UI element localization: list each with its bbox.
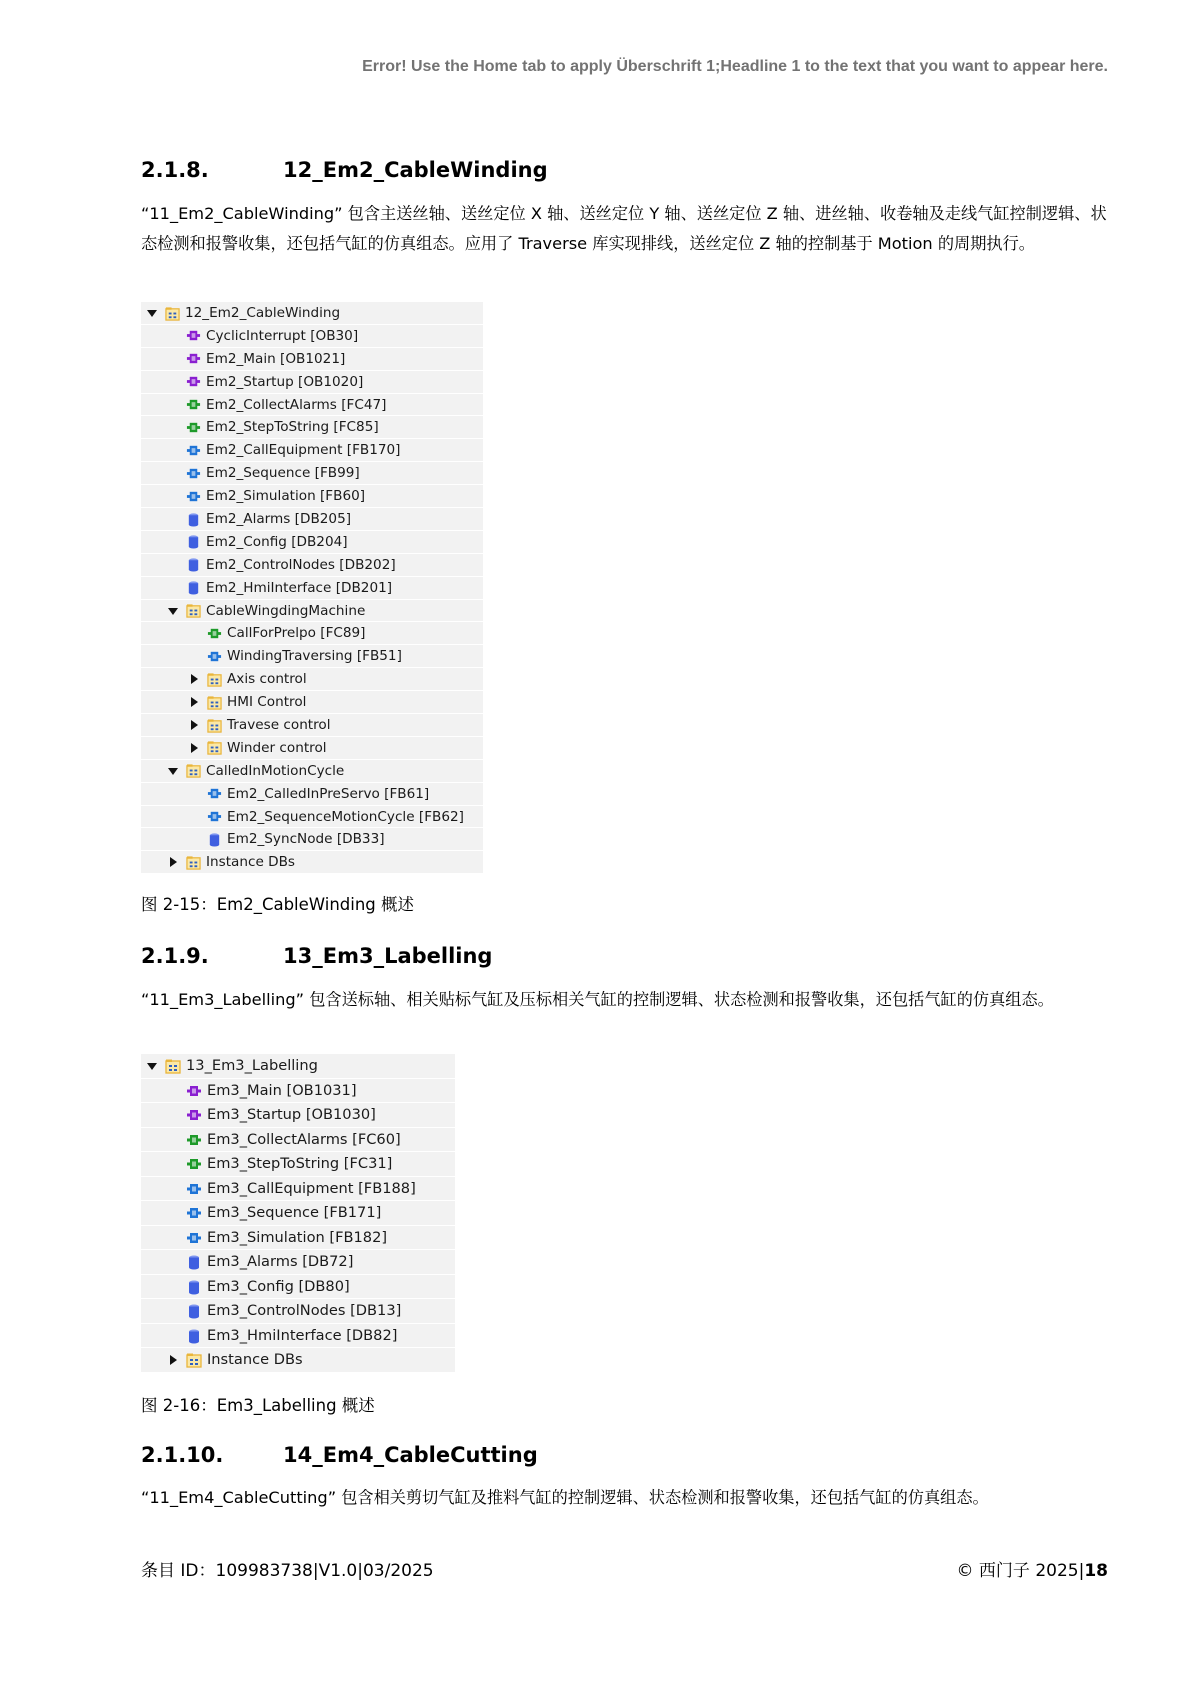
tree-item-label: 12_Em2_CableWinding: [185, 305, 341, 321]
tree-item[interactable]: [141, 828, 483, 851]
tree-item[interactable]: [141, 1226, 455, 1251]
tree-item[interactable]: [141, 760, 483, 783]
tree-item-label: Em2_Alarms [DB205]: [206, 511, 352, 528]
tree-item-label: CableWingdingMachine: [206, 602, 366, 619]
tree-item[interactable]: [141, 1250, 455, 1275]
tree-item-label: CallForPrelpo [FC89]: [227, 625, 366, 642]
tree-item[interactable]: [141, 577, 483, 600]
tree-item[interactable]: [141, 508, 483, 531]
expand-arrow-icon[interactable]: [170, 857, 177, 867]
tree-item-label: Em2_Main [OB1021]: [206, 350, 346, 367]
footer-copyright: [957, 1556, 1108, 1581]
tree-item-label: Em3_CallEquipment [FB188]: [207, 1179, 416, 1197]
tree-item-label: Em2_Startup [OB1020]: [206, 373, 364, 390]
tree-item[interactable]: [141, 806, 483, 829]
expand-arrow-icon[interactable]: [170, 1355, 177, 1365]
tree-item-label: 13_Em3_Labelling: [186, 1057, 318, 1074]
section-heading: [141, 1443, 538, 1467]
tree-item[interactable]: [141, 1054, 455, 1079]
tree-item[interactable]: [141, 416, 483, 439]
tree-item-label: Em2_ControlNodes [DB202]: [206, 556, 396, 573]
tree-item-label: Em3_Sequence [FB171]: [207, 1204, 382, 1221]
collapse-arrow-icon[interactable]: [168, 768, 178, 775]
tree-item[interactable]: [141, 851, 483, 874]
section-paragraph: “11_Em2_CableWinding” 包含主送丝轴、送丝定位 X 轴、送丝定位 Y 轴、送丝定位 Z 轴、进丝轴、收卷轴及走线气缸控制逻辑、状态检测和报警收集，还包括气缸的仿真组态。应用了 Traverse 库实现排线，送丝定位 Z 轴的控制基于 Motion 的周期执行。: [141, 204, 1107, 253]
page-number: 18: [1084, 1561, 1108, 1581]
tree-item[interactable]: [141, 371, 483, 394]
section-number: 2.1.10.: [141, 1443, 224, 1467]
tree-item-label: Em2_Simulation [FB60]: [206, 488, 366, 505]
tree-item-label: Em2_SequenceMotionCycle [FB62]: [227, 808, 464, 825]
tree-item-label: Em3_Simulation [FB182]: [207, 1228, 388, 1246]
tree-item-label: Em3_Main [OB1031]: [207, 1081, 357, 1099]
tree-item-label: Em2_CollectAlarms [FC47]: [206, 396, 387, 413]
tree-item[interactable]: [141, 531, 483, 554]
section-paragraph: “11_Em4_CableCutting” 包含相关剪切气缸及推料气缸的控制逻辑、状态检测和报警收集，还包括气缸的仿真组态。: [141, 1488, 989, 1507]
tree-item[interactable]: [141, 783, 483, 806]
figure-caption: 图 2-16：Em3_Labelling 概述: [141, 1396, 375, 1415]
tree-item-label: Instance DBs: [206, 854, 296, 871]
tree-item[interactable]: [141, 645, 483, 668]
tree-item-label: Em2_SyncNode [DB33]: [227, 831, 385, 848]
footer-copyright-text: © 西门子 2025|: [956, 1561, 1085, 1581]
section-heading: [141, 158, 548, 182]
section-title: 13_Em3_Labelling: [283, 944, 493, 968]
tree-item-label: Em3_Config [DB80]: [207, 1277, 350, 1295]
tree-item-label: Em3_StepToString [FC31]: [207, 1155, 393, 1172]
tree-item-label: Em3_ControlNodes [DB13]: [207, 1302, 402, 1319]
tree-item-label: HMI Control: [227, 694, 307, 711]
expand-arrow-icon[interactable]: [191, 697, 198, 707]
tree-item-label: Em3_CollectAlarms [FC60]: [207, 1130, 401, 1148]
tree-item-label: Travese control: [227, 717, 331, 734]
tree-item[interactable]: [141, 302, 483, 325]
collapse-arrow-icon[interactable]: [168, 608, 178, 615]
running-header: Error! Use the Home tab to apply Überschrift 1;Headline 1 to the text that you want to appear here.: [362, 58, 1108, 75]
tree-item[interactable]: [141, 1103, 455, 1128]
project-tree-em2: [141, 302, 483, 874]
tree-item[interactable]: [141, 1299, 455, 1324]
tree-item[interactable]: [141, 668, 483, 691]
section-title: 12_Em2_CableWinding: [283, 158, 548, 182]
expand-arrow-icon[interactable]: [191, 743, 198, 753]
section-paragraph: “11_Em3_Labelling” 包含送标轴、相关贴标气缸及压标相关气缸的控制逻辑、状态检测和报警收集，还包括气缸的仿真组态。: [141, 990, 1054, 1009]
tree-item[interactable]: [141, 1201, 455, 1226]
tree-item[interactable]: [141, 714, 483, 737]
tree-item[interactable]: [141, 462, 483, 485]
tree-item-label: Em2_HmiInterface [DB201]: [206, 579, 393, 596]
tree-item[interactable]: [141, 1177, 455, 1202]
expand-arrow-icon[interactable]: [191, 674, 198, 684]
tree-item-label: Instance DBs: [207, 1351, 303, 1368]
tree-item-label: Winder control: [227, 739, 327, 756]
tree-item-label: Em3_Startup [OB1030]: [207, 1106, 376, 1123]
tree-item-label: Em3_HmiInterface [DB82]: [207, 1326, 398, 1344]
tree-item[interactable]: [141, 1348, 455, 1373]
tree-item[interactable]: [141, 394, 483, 417]
figure-caption: 图 2-15：Em2_CableWinding 概述: [141, 895, 415, 914]
tree-item[interactable]: [141, 554, 483, 577]
tree-item-label: Em2_StepToString [FC85]: [206, 419, 379, 436]
tree-item-label: Em3_Alarms [DB72]: [207, 1253, 354, 1270]
folder-icon: [186, 855, 201, 877]
tree-item[interactable]: [141, 691, 483, 714]
section-number: 2.1.8.: [141, 158, 209, 182]
tree-item[interactable]: [141, 1079, 455, 1104]
footer-document-id: 条目 ID：109983738|V1.0|03/2025: [141, 1561, 434, 1581]
tree-item-label: CalledInMotionCycle: [206, 762, 345, 779]
tree-item[interactable]: [141, 1275, 455, 1300]
tree-item-label: Em2_CallEquipment [FB170]: [206, 442, 401, 459]
tree-item-label: Em2_Config [DB204]: [206, 533, 348, 550]
tree-item-label: Em2_CalledInPreServo [FB61]: [227, 785, 430, 802]
section-heading: [141, 944, 492, 968]
tree-item[interactable]: [141, 485, 483, 508]
tree-item[interactable]: [141, 439, 483, 462]
tree-item[interactable]: [141, 737, 483, 760]
tree-item[interactable]: [141, 600, 483, 623]
collapse-arrow-icon[interactable]: [147, 1063, 157, 1070]
project-tree-em3: [141, 1054, 455, 1373]
tree-item-label: WindingTraversing [FB51]: [227, 648, 402, 665]
expand-arrow-icon[interactable]: [191, 720, 198, 730]
section-number: 2.1.9.: [141, 944, 209, 968]
tree-item-label: Axis control: [227, 671, 307, 688]
collapse-arrow-icon[interactable]: [147, 310, 157, 317]
tree-item[interactable]: [141, 348, 483, 371]
tree-item[interactable]: [141, 1128, 455, 1153]
section-title: 14_Em4_CableCutting: [283, 1443, 538, 1467]
tree-item-label: CyclicInterrupt [OB30]: [206, 327, 359, 344]
tree-item[interactable]: [141, 622, 483, 645]
folder-icon: [186, 1352, 202, 1376]
tree-item[interactable]: [141, 1152, 455, 1177]
tree-item-label: Em2_Sequence [FB99]: [206, 465, 360, 482]
tree-item[interactable]: [141, 325, 483, 348]
tree-item[interactable]: [141, 1324, 455, 1349]
